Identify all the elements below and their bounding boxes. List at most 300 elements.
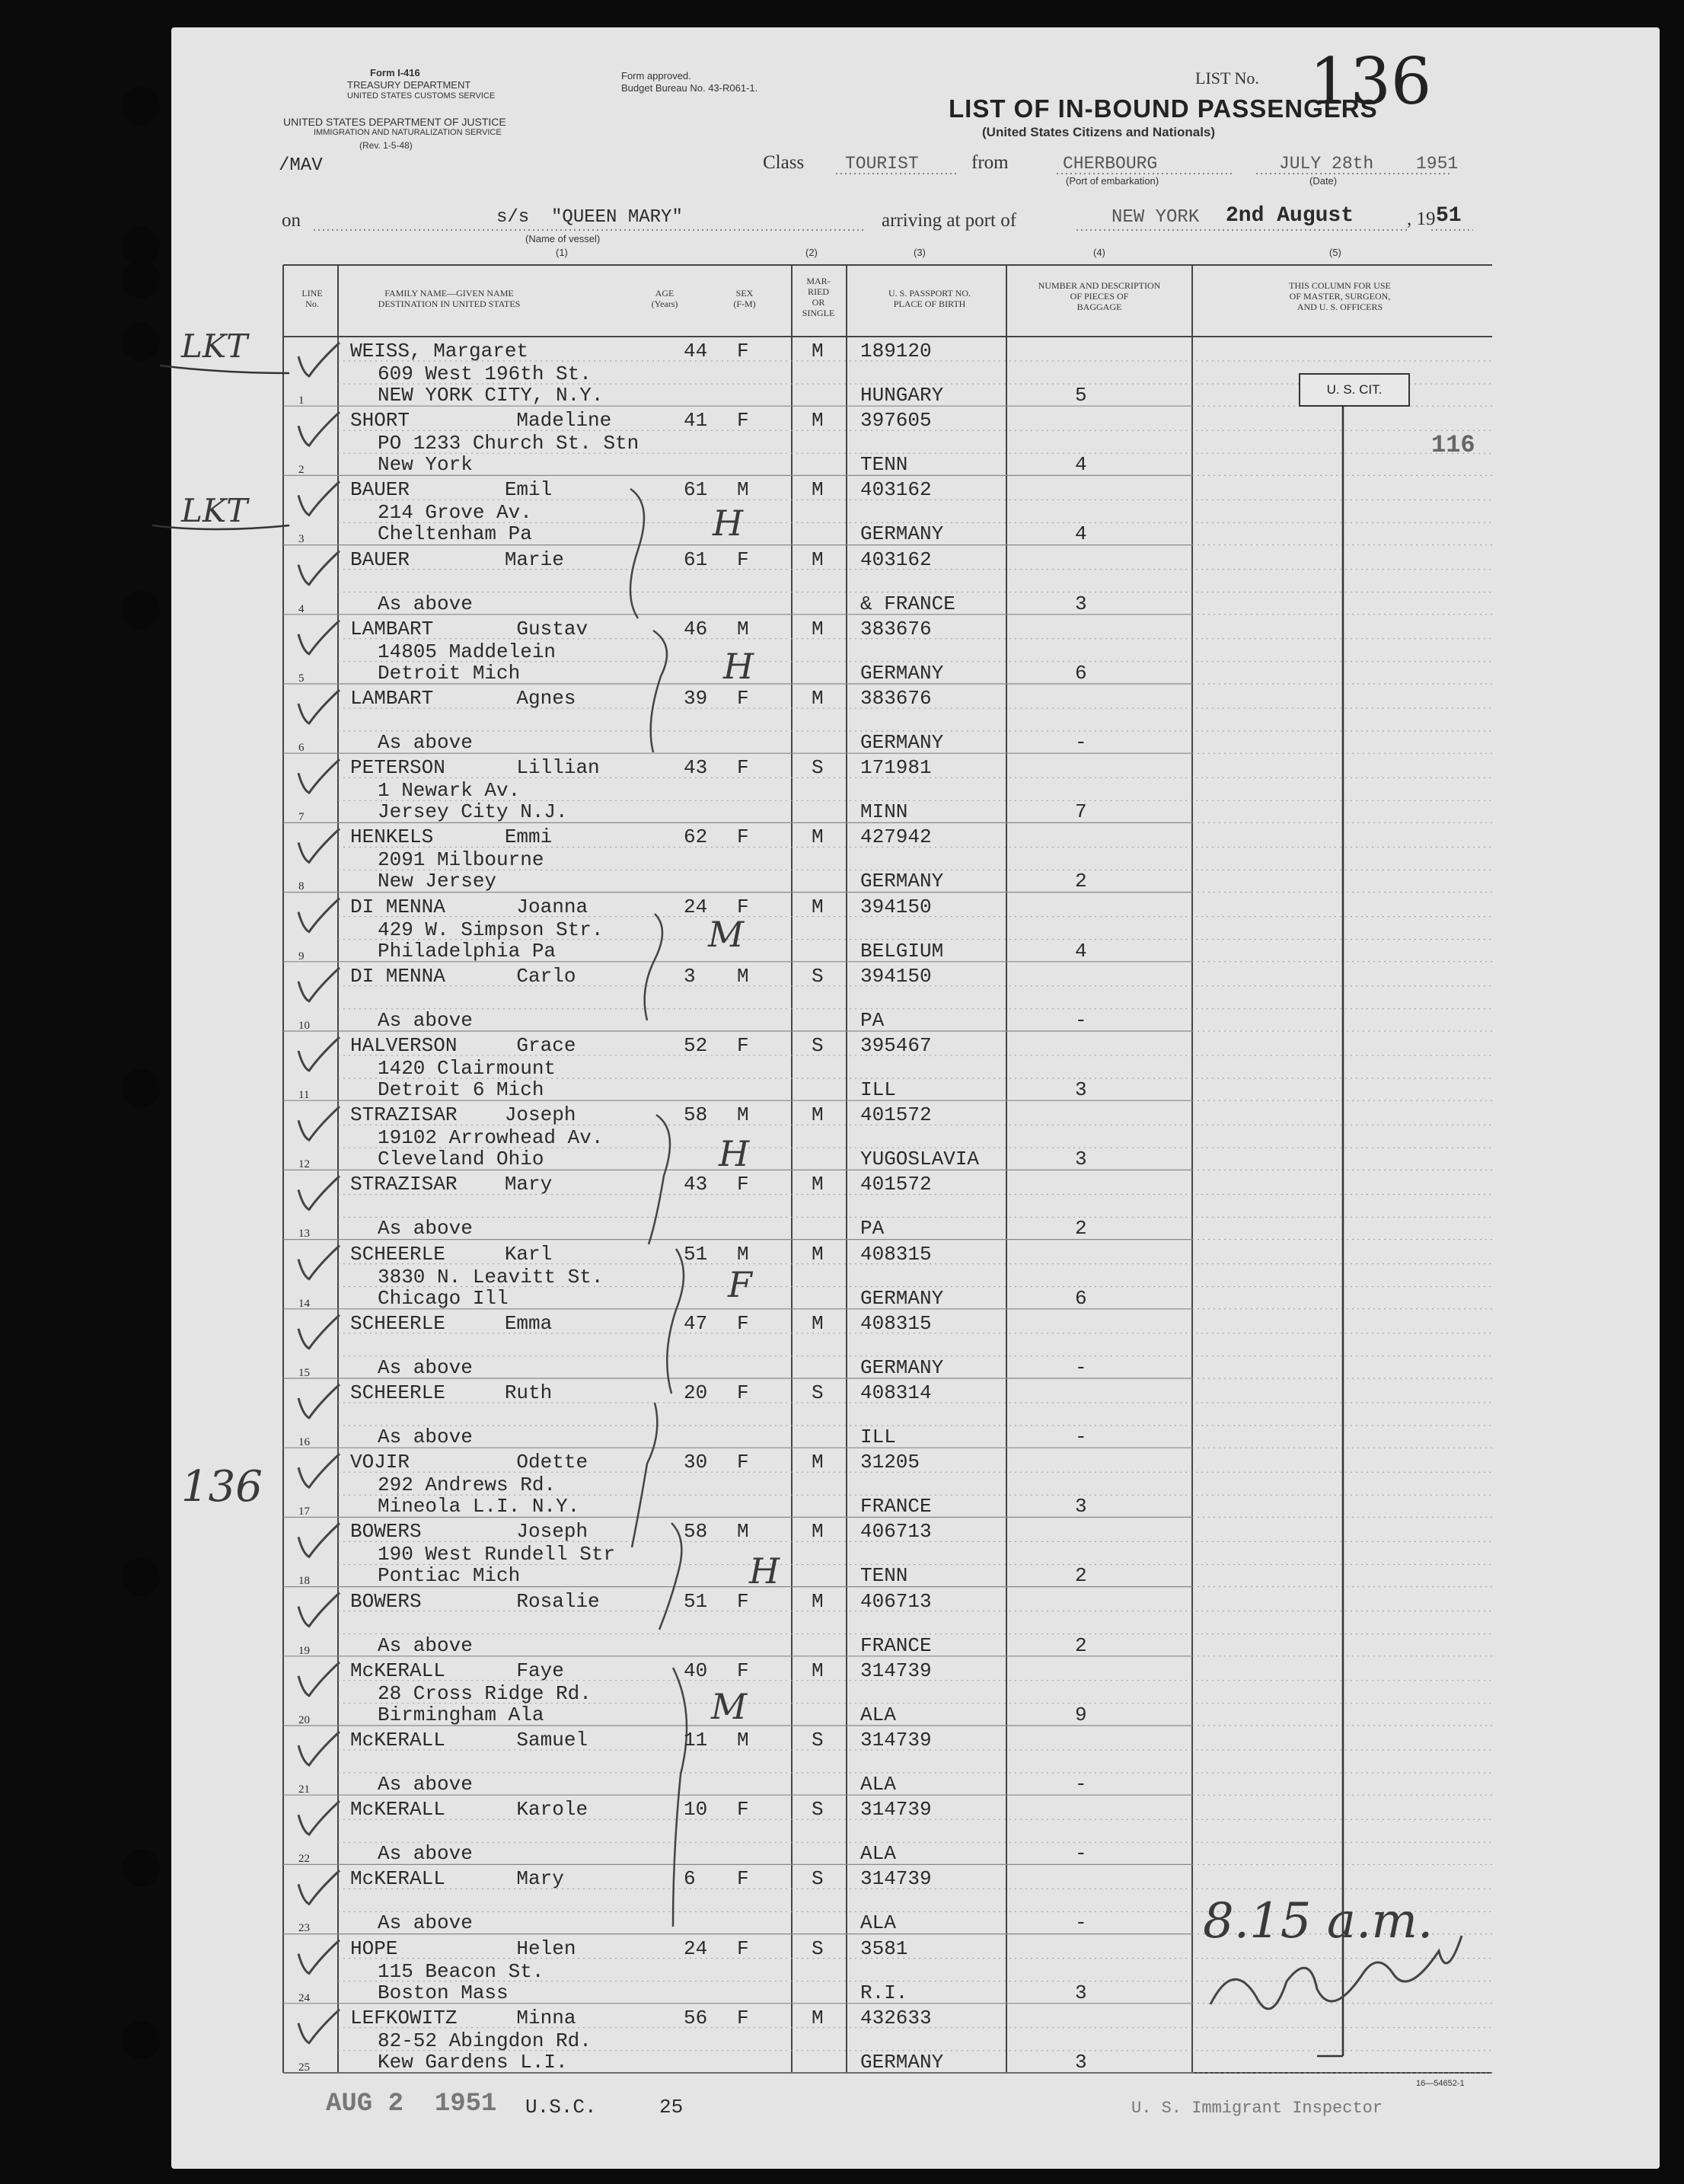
passenger-sex: F <box>737 1311 749 1335</box>
passenger-address: As above <box>378 1217 473 1240</box>
baggage-count: 5 <box>1075 384 1087 407</box>
departure-year: 1951 <box>1416 154 1459 174</box>
marital-status: M <box>812 895 824 918</box>
col-number: (2) <box>805 247 818 258</box>
check-mark <box>298 899 340 932</box>
passenger-age: 30 <box>684 1451 708 1474</box>
passport-number: 408314 <box>860 1381 932 1404</box>
family-mark: M <box>711 1686 748 1727</box>
place-of-birth: FRANCE <box>860 1633 932 1657</box>
passenger-address: Detroit Mich <box>378 661 521 685</box>
passenger-address: As above <box>378 592 473 615</box>
baggage-count: - <box>1075 1355 1087 1379</box>
port-of-embarkation: CHERBOURG <box>1063 154 1158 174</box>
passenger-name: BAUER Marie <box>350 548 564 571</box>
header-officers: THIS COLUMN FOR USE OF MASTER, SURGEON, AND U. S. OFFICERS <box>1289 280 1391 312</box>
doj-label: UNITED STATES DEPARTMENT OF JUSTICE <box>283 116 506 128</box>
passenger-age: 47 <box>684 1311 708 1335</box>
arriving-label: arriving at port of <box>882 210 1017 231</box>
marital-status: M <box>812 340 824 362</box>
marital-status: M <box>812 825 824 849</box>
line-number: 5 <box>298 672 305 685</box>
passenger-age: 46 <box>684 617 708 640</box>
initials-lkt: LKT <box>181 492 248 529</box>
passenger-sex: M <box>737 617 749 640</box>
place-of-birth: ALA <box>860 1842 896 1866</box>
budget-bureau: Budget Bureau No. 43-R061-1. <box>621 82 758 94</box>
inspector-title: U. S. Immigrant Inspector <box>1131 2099 1383 2118</box>
passenger-sex: F <box>737 340 749 362</box>
passenger-name: LAMBART Agnes <box>350 687 576 710</box>
passenger-name: LEFKOWITZ Minna <box>350 2006 576 2029</box>
passenger-address: Kew Gardens L.I. <box>378 2050 568 2074</box>
passport-number: 401572 <box>860 1103 932 1127</box>
baggage-count: - <box>1075 1842 1087 1866</box>
marital-status: M <box>812 2006 824 2029</box>
passenger-sex: F <box>737 1173 749 1196</box>
marital-status: M <box>812 1103 824 1127</box>
passenger-address: 3830 N. Leavitt St. <box>378 1265 604 1288</box>
marital-status: M <box>812 409 824 433</box>
passenger-address: Cleveland Ohio <box>378 1148 544 1171</box>
passport-number: 408315 <box>860 1311 932 1335</box>
place-of-birth: ILL <box>860 1078 896 1101</box>
passenger-address: As above <box>378 1426 473 1448</box>
passenger-age: 41 <box>684 409 708 433</box>
marital-status: M <box>812 1242 824 1266</box>
passenger-age: 43 <box>684 1173 708 1196</box>
passenger-address: 2091 Milbourne <box>378 848 544 872</box>
passenger-age: 51 <box>684 1242 708 1266</box>
line-number: 12 <box>298 1158 310 1171</box>
baggage-count: - <box>1075 731 1087 754</box>
passenger-age: 61 <box>684 478 708 502</box>
marital-status: S <box>812 964 824 988</box>
line-number: 17 <box>298 1505 310 1518</box>
col-number: (3) <box>914 247 926 258</box>
check-mark <box>298 1384 340 1418</box>
passport-number: 432633 <box>860 2006 932 2029</box>
passenger-sex: F <box>737 1034 749 1057</box>
passenger-address: As above <box>378 731 473 754</box>
line-number: 16 <box>298 1436 310 1448</box>
passenger-address: As above <box>378 1355 473 1379</box>
passport-number: 394150 <box>860 964 932 988</box>
place-of-birth: MINN <box>860 800 908 824</box>
family-mark: M <box>708 914 745 955</box>
header-age: AGE (Years) <box>651 288 678 309</box>
baggage-count: 6 <box>1075 1286 1087 1310</box>
marital-status: M <box>812 617 824 640</box>
passenger-sex: F <box>737 825 749 849</box>
baggage-count: - <box>1075 1426 1087 1448</box>
passenger-age: 20 <box>684 1381 708 1404</box>
passenger-address: New York <box>378 453 473 477</box>
baggage-count: - <box>1075 1773 1087 1796</box>
passenger-sex: F <box>737 1659 749 1682</box>
baggage-count: 4 <box>1075 522 1087 546</box>
place-of-birth: ALA <box>860 1773 896 1796</box>
baggage-count: 2 <box>1075 870 1087 893</box>
marital-status: S <box>812 1937 824 1960</box>
passenger-address: 292 Andrews Rd. <box>378 1474 557 1497</box>
passenger-address: As above <box>378 1773 473 1796</box>
line-number: 8 <box>298 880 305 893</box>
passport-number: 408315 <box>860 1242 932 1266</box>
col-number: (5) <box>1329 247 1341 258</box>
passenger-name: WEISS, Margaret <box>350 340 529 362</box>
header-sex: SEX (F-M) <box>733 288 756 309</box>
place-of-birth: ALA <box>860 1703 896 1726</box>
passenger-name: McKERALL Mary <box>350 1867 564 1891</box>
arrival-date: 2nd August <box>1226 204 1354 228</box>
passport-number: 403162 <box>860 548 932 571</box>
marital-status: S <box>812 756 824 780</box>
passenger-sex: M <box>737 1103 749 1127</box>
passenger-name: BAUER Emil <box>350 478 553 502</box>
line-number: 19 <box>298 1644 310 1657</box>
passenger-address: 429 W. Simpson Str. <box>378 918 604 941</box>
check-mark <box>298 1454 340 1487</box>
marital-status: M <box>812 548 824 571</box>
passenger-name: LAMBART Gustav <box>350 617 588 640</box>
family-mark: H <box>719 1133 750 1174</box>
passport-number: 383676 <box>860 617 932 640</box>
line-number: 3 <box>298 533 305 546</box>
treasury-dept: TREASURY DEPARTMENT <box>347 79 471 91</box>
passenger-sex: F <box>737 756 749 780</box>
passenger-address: NEW YORK CITY, N.Y. <box>378 384 604 407</box>
passport-number: 314739 <box>860 1798 932 1822</box>
check-mark <box>298 829 340 862</box>
passenger-age: 39 <box>684 687 708 710</box>
passenger-name: SCHEERLE Karl <box>350 1242 553 1266</box>
baggage-count: 2 <box>1075 1564 1087 1588</box>
place-of-birth: PA <box>860 1217 885 1240</box>
place-of-birth: HUNGARY <box>860 384 944 407</box>
place-of-birth: TENN <box>860 1564 908 1588</box>
passenger-name: HENKELS Emmi <box>350 825 553 849</box>
passenger-address: Pontiac Mich <box>378 1564 521 1588</box>
vessel-caption: (Name of vessel) <box>525 233 601 244</box>
line-number: 10 <box>298 1019 310 1032</box>
passenger-name: McKERALL Faye <box>350 1659 564 1682</box>
passenger-sex: M <box>737 1729 749 1751</box>
line-number: 2 <box>298 464 305 477</box>
passenger-sex: F <box>737 1589 749 1613</box>
passenger-sex: F <box>737 895 749 918</box>
line-number: 15 <box>298 1366 310 1379</box>
passenger-sex: M <box>737 1242 749 1266</box>
passenger-sex: F <box>737 2006 749 2029</box>
place-of-birth: TENN <box>860 453 908 477</box>
passenger-address: 214 Grove Av. <box>378 501 532 525</box>
baggage-count: 3 <box>1075 1078 1087 1101</box>
place-of-birth: R.I. <box>860 1981 908 2004</box>
departure-date: JULY 28th <box>1279 154 1374 174</box>
passenger-address: New Jersey <box>378 870 497 893</box>
place-of-birth: BELGIUM <box>860 939 944 963</box>
passenger-age: 56 <box>684 2006 708 2029</box>
passenger-sex: F <box>737 548 749 571</box>
line-number: 11 <box>298 1089 310 1101</box>
baggage-count: 3 <box>1075 1981 1087 2004</box>
passenger-address: Jersey City N.J. <box>378 800 568 824</box>
passenger-name: DI MENNA Joanna <box>350 895 588 918</box>
passenger-address: As above <box>378 1842 473 1866</box>
passport-number: 397605 <box>860 409 932 433</box>
customs-service: UNITED STATES CUSTOMS SERVICE <box>347 91 496 101</box>
passenger-address: Chicago Ill <box>378 1286 509 1310</box>
passenger-name: SCHEERLE Emma <box>350 1311 553 1335</box>
check-mark <box>298 968 340 1001</box>
line-number: 13 <box>298 1228 310 1240</box>
usc-count: 25 <box>659 2096 684 2119</box>
check-mark <box>298 412 340 445</box>
passenger-sex: F <box>737 409 749 433</box>
header-baggage: NUMBER AND DESCRIPTION OF PIECES OF BAGGAGE <box>1038 280 1161 312</box>
place-of-birth: GERMANY <box>860 661 944 685</box>
passenger-address: 190 West Rundell Str <box>378 1543 616 1566</box>
check-mark <box>298 1662 340 1696</box>
passenger-name: HOPE Helen <box>350 1937 576 1960</box>
passenger-address: 1420 Clairmount <box>378 1057 557 1080</box>
baggage-count: 6 <box>1075 661 1087 685</box>
place-of-birth: ALA <box>860 1911 896 1935</box>
passenger-age: 11 <box>684 1729 708 1751</box>
line-number: 23 <box>298 1922 310 1935</box>
line-number: 4 <box>298 602 305 615</box>
check-mark <box>298 1106 340 1140</box>
place-of-birth: GERMANY <box>860 1355 944 1379</box>
on-label: on <box>282 210 301 231</box>
passenger-age: 51 <box>684 1589 708 1613</box>
line-number: 9 <box>298 950 305 963</box>
marital-status: M <box>812 478 824 502</box>
passenger-age: 44 <box>684 340 708 362</box>
place-of-birth: FRANCE <box>860 1495 932 1518</box>
print-code: 16—54652-1 <box>1416 2079 1465 2088</box>
line-number: 21 <box>298 1783 310 1796</box>
place-of-birth: GERMANY <box>860 2050 944 2074</box>
list-no-label: LIST No. <box>1195 69 1259 88</box>
baggage-count: 3 <box>1075 1495 1087 1518</box>
passenger-address: 28 Cross Ridge Rd. <box>378 1681 592 1705</box>
passport-number: 383676 <box>860 687 932 710</box>
passenger-name: McKERALL Samuel <box>350 1729 588 1751</box>
check-mark <box>298 759 340 793</box>
line-number: 25 <box>298 2061 310 2074</box>
from-label: from <box>971 152 1009 173</box>
class-value: TOURIST <box>845 154 919 174</box>
passenger-address: As above <box>378 1633 473 1657</box>
check-mark <box>298 1732 340 1765</box>
passport-number: 31205 <box>860 1451 920 1474</box>
place-of-birth: GERMANY <box>860 522 944 546</box>
check-mark <box>298 1870 340 1904</box>
marital-status: M <box>812 1451 824 1474</box>
passenger-address: Philadelphia Pa <box>378 939 557 963</box>
place-of-birth: & FRANCE <box>860 592 955 615</box>
us-citizen-stamp: U. S. CIT. <box>1299 373 1410 407</box>
passenger-address: 14805 Maddelein <box>378 640 557 663</box>
passport-number: 314739 <box>860 1867 932 1891</box>
passenger-address: 609 West 196th St. <box>378 362 592 385</box>
passenger-age: 40 <box>684 1659 708 1682</box>
embarkation-caption: (Port of embarkation) <box>1066 175 1159 187</box>
passenger-sex: F <box>737 1798 749 1822</box>
form-approved: Form approved. <box>621 70 691 81</box>
family-mark: F <box>728 1264 752 1305</box>
baggage-count: 3 <box>1075 1148 1087 1171</box>
line-number: 7 <box>298 811 305 824</box>
place-of-birth: YUGOSLAVIA <box>860 1148 980 1171</box>
passport-number: 427942 <box>860 825 932 849</box>
arrival-year: 51 <box>1436 204 1462 228</box>
passenger-sex: F <box>737 1451 749 1474</box>
header-line-no: LINE No. <box>301 288 323 309</box>
marital-status: M <box>812 1311 824 1335</box>
passenger-name: STRAZISAR Joseph <box>350 1103 576 1127</box>
passport-number: 314739 <box>860 1729 932 1751</box>
passenger-age: 6 <box>684 1867 696 1891</box>
place-of-birth: GERMANY <box>860 731 944 754</box>
margin-number: 136 <box>181 1462 263 1512</box>
passenger-address: Birmingham Ala <box>378 1703 544 1726</box>
passenger-age: 62 <box>684 825 708 849</box>
place-of-birth: ILL <box>860 1426 896 1448</box>
check-mark <box>298 621 340 654</box>
check-mark <box>298 481 340 515</box>
check-mark <box>298 2010 340 2043</box>
passenger-age: 58 <box>684 1520 708 1544</box>
page-subtitle: (United States Citizens and Nationals) <box>982 125 1216 139</box>
date-stamp: AUG 2 1951 <box>326 2090 497 2119</box>
passport-number: 406713 <box>860 1520 932 1544</box>
passenger-name: SCHEERLE Ruth <box>350 1381 553 1404</box>
usc-label: U.S.C. <box>525 2096 597 2119</box>
page-title: LIST OF IN-BOUND PASSENGERS <box>949 94 1378 123</box>
list-no-value: 136 <box>1309 44 1432 119</box>
arrival-port: NEW YORK <box>1112 207 1200 228</box>
vessel-name: s/s "QUEEN MARY" <box>496 207 683 228</box>
place-of-birth: GERMANY <box>860 1286 944 1310</box>
baggage-count: 3 <box>1075 592 1087 615</box>
passenger-sex: M <box>737 478 749 502</box>
passenger-address: Mineola L.I. N.Y. <box>378 1495 580 1518</box>
date-caption: (Date) <box>1309 175 1338 187</box>
passenger-sex: F <box>737 1381 749 1404</box>
form-number: Form I-416 <box>370 67 420 78</box>
passenger-name: HALVERSON Grace <box>350 1034 576 1057</box>
passenger-age: 58 <box>684 1103 708 1127</box>
marital-status: S <box>812 1381 824 1404</box>
check-mark <box>298 1246 340 1279</box>
place-of-birth: GERMANY <box>860 870 944 893</box>
arrival-time-note: 8.15 a.m. <box>1203 1893 1434 1949</box>
initials-lkt: LKT <box>181 327 248 365</box>
baggage-count: 9 <box>1075 1703 1087 1726</box>
marital-status: S <box>812 1034 824 1057</box>
passenger-address: Boston Mass <box>378 1981 509 2004</box>
marital-status: M <box>812 1520 824 1544</box>
passenger-name: BOWERS Joseph <box>350 1520 588 1544</box>
ins-label: IMMIGRATION AND NATURALIZATION SERVICE <box>314 128 502 137</box>
header-name: FAMILY NAME—GIVEN NAME DESTINATION IN UNITED STATES <box>378 288 521 309</box>
passport-number: 171981 <box>860 756 932 780</box>
passenger-sex: F <box>737 1937 749 1960</box>
us-cit-bracket <box>1317 407 1343 2056</box>
passport-number: 401572 <box>860 1173 932 1196</box>
passenger-name: VOJIR Odette <box>350 1451 588 1474</box>
baggage-count: 2 <box>1075 1217 1087 1240</box>
baggage-count: 4 <box>1075 453 1087 477</box>
passenger-age: 3 <box>684 964 696 988</box>
check-mark <box>298 1593 340 1627</box>
marital-status: M <box>812 1659 824 1682</box>
col-number: (4) <box>1093 247 1105 258</box>
passenger-age: 24 <box>684 895 708 918</box>
check-mark <box>298 1176 340 1209</box>
passenger-age: 43 <box>684 756 708 780</box>
baggage-count: 3 <box>1075 2050 1087 2074</box>
passenger-sex: M <box>737 964 749 988</box>
family-mark: H <box>723 646 754 687</box>
passport-number: 314739 <box>860 1659 932 1682</box>
line-number: 6 <box>298 742 305 754</box>
passport-number: 3581 <box>860 1937 908 1960</box>
page-total: 116 <box>1431 431 1475 459</box>
passenger-address: 82-52 Abingdon Rd. <box>378 2029 592 2052</box>
header-passport: U. S. PASSPORT NO. PLACE OF BIRTH <box>888 288 971 309</box>
line-number: 1 <box>298 394 305 407</box>
passenger-address: As above <box>378 1008 473 1032</box>
line-number: 24 <box>298 1991 310 2004</box>
revision: (Rev. 1-5-48) <box>359 140 413 151</box>
family-mark: H <box>749 1550 780 1592</box>
check-mark <box>298 551 340 585</box>
family-mark: H <box>713 503 744 544</box>
line-number: 18 <box>298 1575 310 1588</box>
passenger-address: 19102 Arrowhead Av. <box>378 1126 604 1150</box>
line-number: 14 <box>298 1297 310 1310</box>
class-label: Class <box>763 152 805 173</box>
passenger-name: DI MENNA Carlo <box>350 964 576 988</box>
passenger-address: Cheltenham Pa <box>378 522 532 546</box>
passport-number: 403162 <box>860 478 932 502</box>
check-mark <box>298 1037 340 1071</box>
baggage-count: 2 <box>1075 1633 1087 1657</box>
passenger-age: 10 <box>684 1798 708 1822</box>
check-mark <box>298 1801 340 1834</box>
header-married: MAR- RIED OR SINGLE <box>802 276 835 318</box>
passport-number: 189120 <box>860 340 932 362</box>
baggage-count: 7 <box>1075 800 1087 824</box>
check-mark <box>298 1315 340 1349</box>
passenger-sex: M <box>737 1520 749 1544</box>
marital-status: M <box>812 1173 824 1196</box>
passenger-address: 115 Beacon St. <box>378 1959 544 1983</box>
marital-status: M <box>812 1589 824 1613</box>
passenger-sex: F <box>737 1867 749 1891</box>
check-mark <box>298 690 340 723</box>
vessel-col-number: (1) <box>556 247 568 258</box>
baggage-count: 4 <box>1075 939 1087 963</box>
passenger-age: 52 <box>684 1034 708 1057</box>
family-braces <box>630 489 687 1927</box>
passenger-name: PETERSON Lillian <box>350 756 600 780</box>
check-mark <box>298 343 340 376</box>
